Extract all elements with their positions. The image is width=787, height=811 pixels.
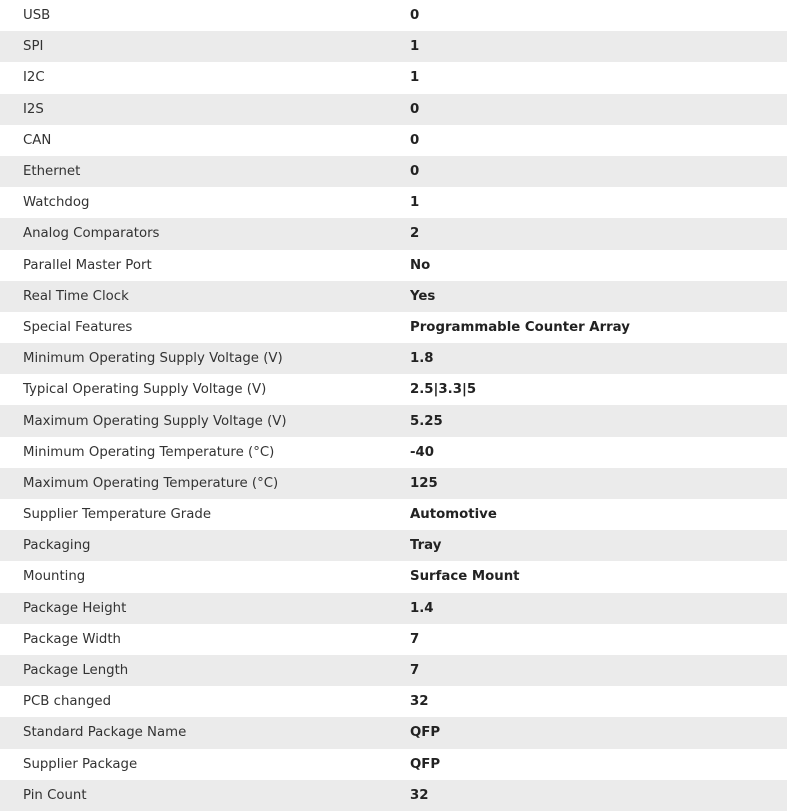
spec-label: Package Length xyxy=(0,655,410,686)
table-row xyxy=(0,405,787,436)
spec-label: Real Time Clock xyxy=(0,281,410,312)
spec-label: CAN xyxy=(23,132,52,148)
spec-label: Ethernet xyxy=(0,156,410,187)
spec-label: Minimum Operating Temperature (°C) xyxy=(23,444,275,460)
spec-value: 0 xyxy=(410,94,787,125)
spec-label: Parallel Master Port xyxy=(23,257,152,273)
table-row xyxy=(0,31,787,62)
table-row xyxy=(0,593,787,624)
spec-value: Automotive xyxy=(410,507,497,523)
spec-label: Pin Count xyxy=(0,780,410,811)
spec-label: Package Height xyxy=(0,593,410,624)
spec-value: 125 xyxy=(410,468,787,499)
spec-label: Mounting xyxy=(23,569,86,585)
spec-value: QFP xyxy=(410,756,441,772)
spec-value: 2.5|3.3|5 xyxy=(410,382,477,398)
spec-value: 2 xyxy=(410,218,787,249)
table-row xyxy=(0,312,787,343)
table-row xyxy=(0,0,787,31)
spec-label: Maximum Operating Temperature (°C) xyxy=(0,468,410,499)
spec-value: QFP xyxy=(410,717,787,748)
spec-value: 1 xyxy=(410,195,420,211)
spec-value: -40 xyxy=(410,444,435,460)
spec-label: SPI xyxy=(0,31,410,62)
table-row xyxy=(0,187,787,218)
spec-value: 1.4 xyxy=(410,593,787,624)
spec-value: 0 xyxy=(410,8,420,24)
table-row xyxy=(0,749,787,780)
table-row xyxy=(0,156,787,187)
spec-label: Analog Comparators xyxy=(0,218,410,249)
table-row xyxy=(0,530,787,561)
table-row xyxy=(0,94,787,125)
spec-value: 0 xyxy=(410,156,787,187)
spec-value: Yes xyxy=(410,281,787,312)
spec-value: 7 xyxy=(410,631,420,647)
spec-value: 0 xyxy=(410,132,420,148)
table-row xyxy=(0,218,787,249)
table-row xyxy=(0,624,787,655)
table-row xyxy=(0,499,787,530)
spec-value: 1.8 xyxy=(410,343,787,374)
table-row xyxy=(0,655,787,686)
spec-label: USB xyxy=(23,8,51,24)
spec-label: I2C xyxy=(23,70,45,86)
table-row xyxy=(0,125,787,156)
spec-label: Supplier Temperature Grade xyxy=(23,507,212,523)
table-row xyxy=(0,717,787,748)
spec-label: Package Width xyxy=(23,631,121,647)
table-row xyxy=(0,780,787,811)
spec-label: Watchdog xyxy=(23,195,90,211)
table-row xyxy=(0,374,787,405)
table-row xyxy=(0,250,787,281)
spec-label: I2S xyxy=(0,94,410,125)
table-row xyxy=(0,343,787,374)
spec-value: 1 xyxy=(410,70,420,86)
spec-value: No xyxy=(410,257,431,273)
spec-value: Surface Mount xyxy=(410,569,520,585)
spec-value: 1 xyxy=(410,31,787,62)
spec-label: Special Features xyxy=(23,319,133,335)
spec-value: 32 xyxy=(410,694,429,710)
spec-label: Maximum Operating Supply Voltage (V) xyxy=(0,405,410,436)
spec-value: 32 xyxy=(410,780,787,811)
table-row xyxy=(0,468,787,499)
spec-label: Typical Operating Supply Voltage (V) xyxy=(23,382,267,398)
spec-value: 7 xyxy=(410,655,787,686)
table-row xyxy=(0,281,787,312)
spec-label: Supplier Package xyxy=(23,756,138,772)
spec-value: Tray xyxy=(410,530,787,561)
spec-value: Programmable Counter Array xyxy=(410,319,630,335)
table-row xyxy=(0,561,787,592)
spec-label: Packaging xyxy=(0,530,410,561)
spec-value: 5.25 xyxy=(410,405,787,436)
table-row xyxy=(0,437,787,468)
table-row xyxy=(0,62,787,93)
spec-label: PCB changed xyxy=(23,694,112,710)
table-row xyxy=(0,686,787,717)
spec-label: Standard Package Name xyxy=(0,717,410,748)
spec-label: Minimum Operating Supply Voltage (V) xyxy=(0,343,410,374)
